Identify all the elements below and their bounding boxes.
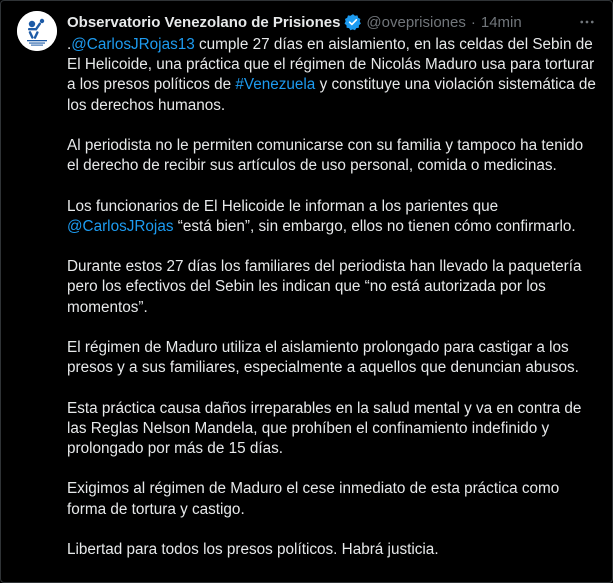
more-options-icon[interactable] [576,11,598,33]
post-paragraph: Exigimos al régimen de Maduro el cese inmediato de esta práctica como forma de tortura y castigo. [67,480,560,518]
verified-badge-icon[interactable] [344,13,362,31]
ovp-logo-icon [17,11,57,51]
hashtag-link[interactable]: #Venezuela [235,76,316,94]
paragraph-text: y constituye una violación sistemática de los derechos humanos. [67,76,596,114]
author-handle[interactable]: @oveprisiones [366,13,466,31]
post-paragraph: Al periodista no le permiten comunicarse con su familia y tampoco ha tenido el derecho de recibir sus artículos de uso personal, comida o medicinas. [67,137,584,175]
post-text [67,35,597,580]
avatar[interactable] [17,11,57,51]
mention-link[interactable]: @CarlosJRojas13 [71,36,195,53]
post-timestamp[interactable]: 14min [480,13,522,31]
post-paragraph: Esta práctica causa daños irreparables en la salud mental y va en contra de las Reglas Nelson Mandela, que prohíben el confinamiento indefinido y prolongado por más de 15 días. [67,399,582,457]
author-display-name[interactable]: Observatorio Venezolano de Prisiones [67,13,341,31]
post-paragraph [67,35,597,116]
separator-dot: · [470,13,476,31]
post-paragraph: Durante estos 27 días los familiares del periodista han llevado la paquetería pero los efectivos del Sebin les indican que “no está autorizada por los momentos”. [67,258,582,316]
paragraph-text: “está bien”, sin embargo, ellos no tienen cómo confirmarlo. [173,217,576,235]
post-paragraph [67,197,597,237]
post-paragraph: El régimen de Maduro utiliza el aislamiento prolongado para castigar a los presos y a sus familiares, especialmente a aquellos que denuncian abusos. [67,338,579,377]
post-header [67,11,598,33]
paragraph-text: . [67,36,72,53]
mention-link[interactable]: @CarlosJRojas [67,217,174,235]
paragraph-text: Los funcionarios de El Helicoide le informan a los parientes que [67,197,499,215]
paragraph-text: cumple 27 días en aislamiento, en las celdas del Sebin de El Helicoide, una práctica que el régimen de Nicolás Maduro usa para torturar a los presos políticos de [67,36,595,94]
post-paragraph: Libertad para todos los presos políticos. Habrá justicia. [67,540,439,558]
